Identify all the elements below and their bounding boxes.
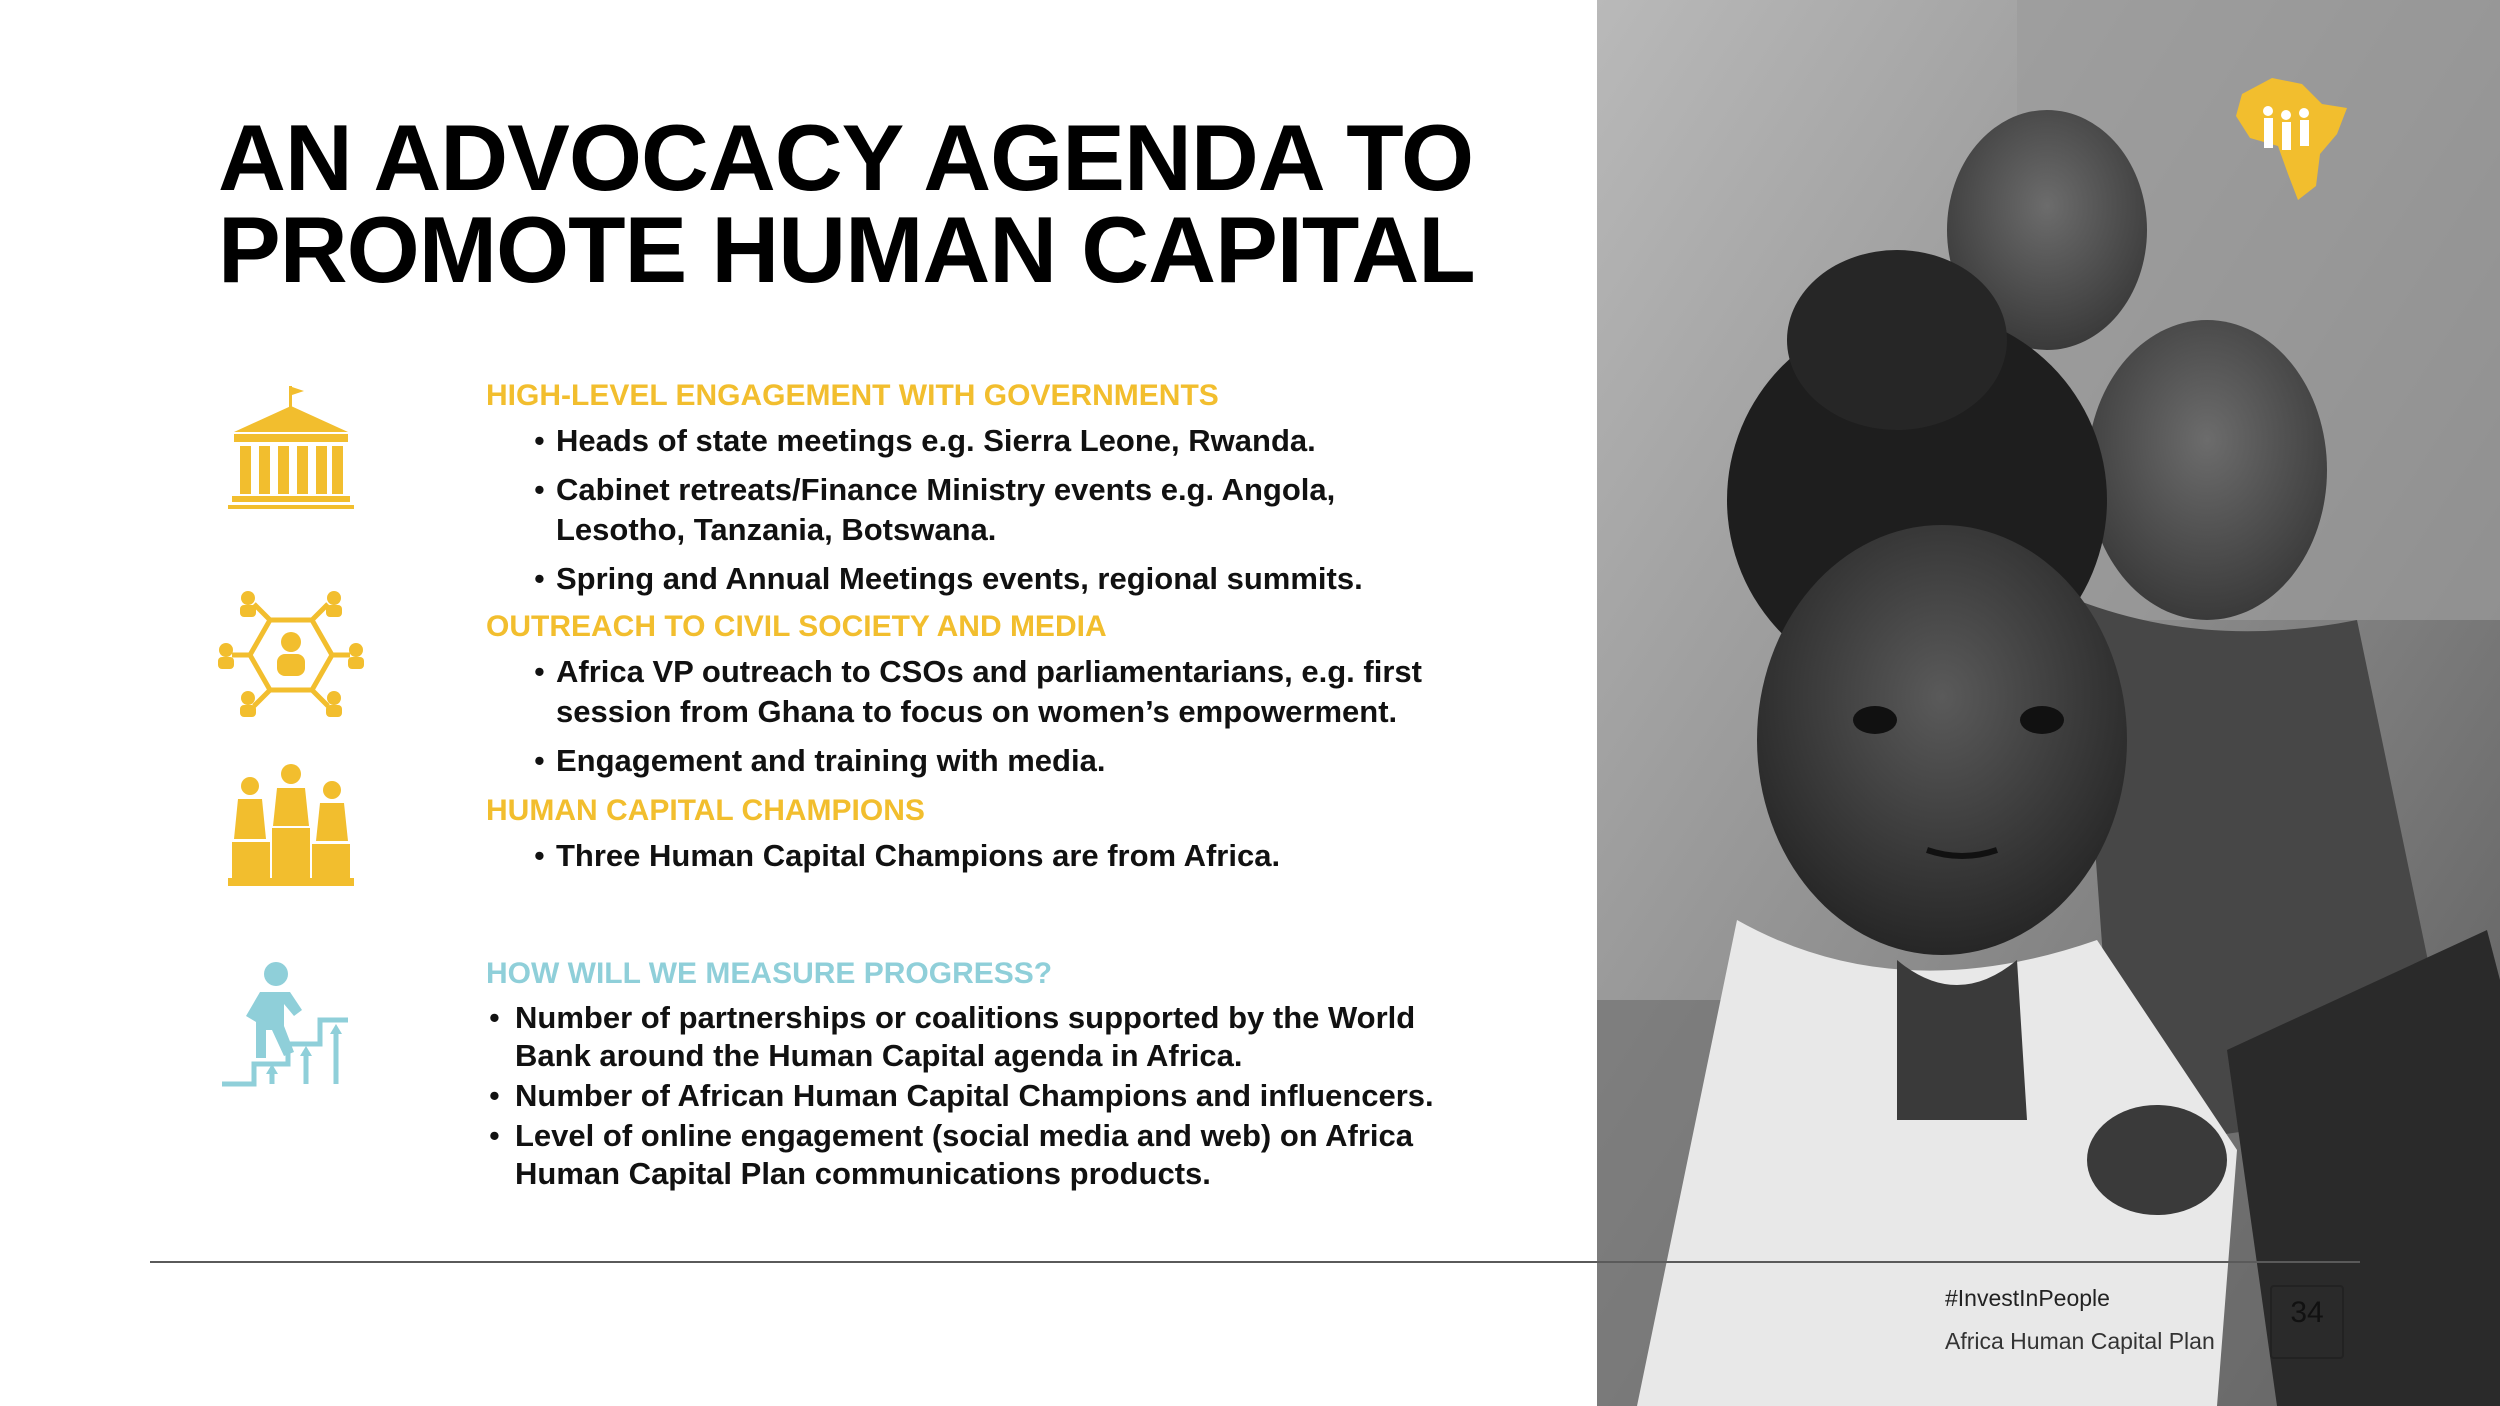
government-building-icon (226, 384, 356, 514)
title-line-1: AN ADVOCACY AGENDA TO (218, 105, 1474, 210)
bullet-list (486, 836, 1546, 876)
podium-champions-icon (228, 762, 354, 888)
list-item: • Level of online engagement (social media and web) on Africa Human Capital Plan communications products. (486, 1117, 1445, 1193)
progress-stairs-icon (220, 960, 350, 1092)
network-people-icon (218, 590, 364, 720)
section-heading: OUTREACH TO CIVIL SOCIETY AND MEDIA (486, 610, 1107, 643)
list-item: • Africa VP outreach to CSOs and parliamentarians, e.g. first session from Ghana to focus on women’s empowerment. (486, 652, 1466, 732)
list-item: • Spring and Annual Meetings events, regional summits. (486, 559, 1546, 599)
list-item: • Three Human Capital Champions are from Africa. (486, 836, 1546, 876)
africa-logo-icon (2232, 74, 2352, 204)
section-heading: HUMAN CAPITAL CHAMPIONS (486, 794, 925, 827)
bullet-list (486, 999, 1546, 1193)
section-government-engagement (486, 377, 1546, 608)
title-line-2: PROMOTE HUMAN CAPITAL (218, 197, 1475, 302)
section-measure-progress (486, 955, 1546, 1195)
list-item: • Number of African Human Capital Champions and influencers. (486, 1077, 1546, 1115)
list-item: • Heads of state meetings e.g. Sierra Leone, Rwanda. (486, 421, 1546, 461)
list-item: • Engagement and training with media. (486, 741, 1546, 781)
bullet-list (486, 652, 1546, 781)
list-item: • Number of partnerships or coalitions supported by the World Bank around the Human Capital agenda in Africa. (486, 999, 1445, 1075)
footer-divider (150, 1261, 2360, 1263)
page-number: 34 (2270, 1285, 2344, 1359)
list-item: • Cabinet retreats/Finance Ministry events e.g. Angola, Lesotho, Tanzania, Botswana. (486, 470, 1456, 550)
footer-plan-name: Africa Human Capital Plan (1945, 1328, 2215, 1354)
section-heading: HIGH-LEVEL ENGAGEMENT WITH GOVERNMENTS (486, 379, 1219, 412)
section-civil-society (486, 608, 1546, 790)
section-heading: HOW WILL WE MEASURE PROGRESS? (486, 957, 1053, 990)
children-photo (1597, 0, 2500, 1406)
page-title (218, 105, 1598, 302)
section-champions (486, 792, 1546, 885)
footer-hashtag: #InvestInPeople (1945, 1285, 2110, 1311)
bullet-list (486, 421, 1546, 599)
